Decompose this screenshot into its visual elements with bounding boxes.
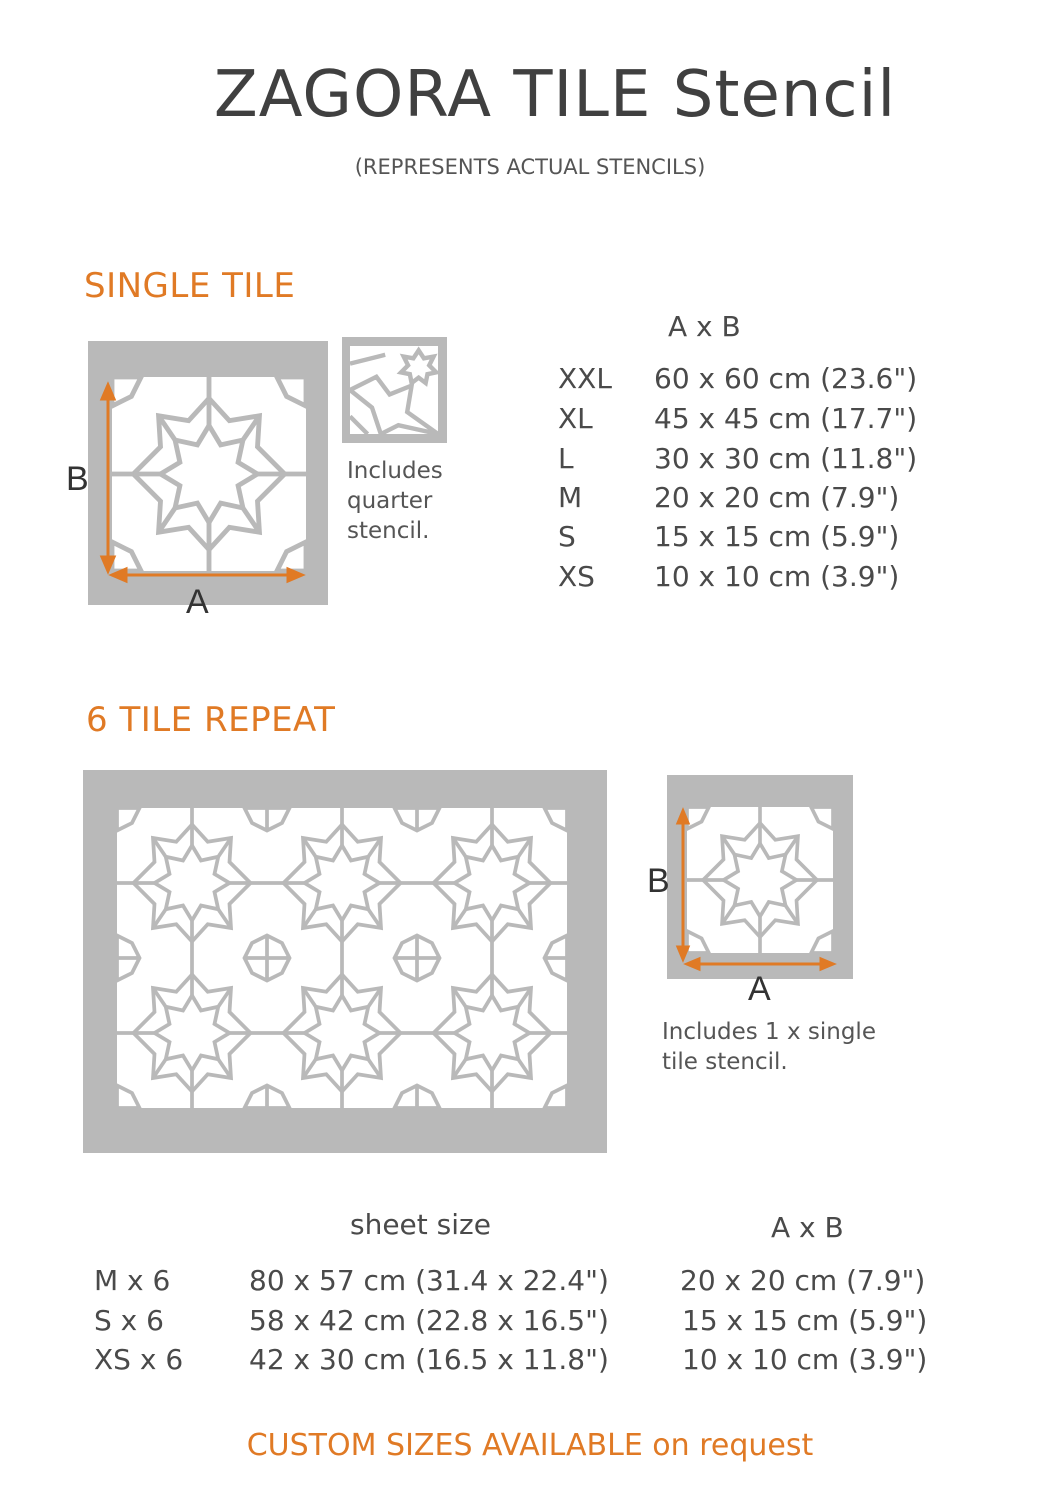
- quarter-note-line-3: stencil.: [347, 518, 430, 544]
- single-tile-pattern: [88, 341, 328, 605]
- repeat-sheet-size: 58 x 42 cm (22.8 x 16.5"): [249, 1304, 609, 1337]
- single-size-row: [558, 402, 917, 435]
- repeat-tile-pattern: [83, 770, 607, 1153]
- custom-sizes-footer: CUSTOM SIZES AVAILABLE on request: [246, 1428, 814, 1463]
- size-dims: 30 x 30 cm (11.8"): [654, 442, 918, 475]
- quarter-stencil-pattern: [342, 337, 447, 443]
- single-size-row: [558, 520, 899, 553]
- single-tile-label-b: B: [66, 460, 89, 498]
- repeat-single-stencil-image: [667, 775, 853, 979]
- single-tile-label-a: A: [186, 583, 209, 621]
- page-title: ZAGORA TILE Stencil: [213, 58, 897, 132]
- single-tile-heading: SINGLE TILE: [84, 266, 296, 306]
- repeat-size-code: M x 6: [94, 1264, 171, 1297]
- size-dims: 60 x 60 cm (23.6"): [654, 362, 918, 395]
- repeat-header-axb: A x B: [771, 1211, 844, 1244]
- repeat-size-code: XS x 6: [94, 1343, 184, 1376]
- repeat-size-code: S x 6: [94, 1304, 164, 1337]
- repeat-axb-size: 20 x 20 cm (7.9"): [680, 1264, 926, 1297]
- size-dims: 45 x 45 cm (17.7"): [654, 402, 918, 435]
- repeat-axb-size: 10 x 10 cm (3.9"): [682, 1343, 928, 1376]
- size-code: M: [558, 481, 583, 514]
- quarter-stencil-note: [347, 456, 443, 546]
- single-tile-stencil-image: [88, 341, 328, 605]
- repeat-tile-stencil-image: [83, 770, 607, 1153]
- single-size-row: [558, 560, 899, 593]
- size-code: XXL: [558, 362, 612, 395]
- size-dims: 15 x 15 cm (5.9"): [654, 520, 900, 553]
- single-size-header: A x B: [668, 310, 741, 343]
- repeat-stencil-note: [662, 1017, 876, 1077]
- repeat-header-sheet: sheet size: [350, 1208, 491, 1241]
- page-subtitle: (REPRESENTS ACTUAL STENCILS): [354, 155, 706, 179]
- size-code: XS: [558, 560, 595, 593]
- size-dims: 20 x 20 cm (7.9"): [654, 481, 900, 514]
- quarter-note-line-1: Includes: [347, 458, 443, 484]
- size-code: S: [558, 520, 576, 553]
- size-code: XL: [558, 402, 593, 435]
- repeat-sheet-size: 80 x 57 cm (31.4 x 22.4"): [249, 1264, 609, 1297]
- repeat-tile-heading: 6 TILE REPEAT: [86, 700, 336, 740]
- quarter-stencil-image: [342, 337, 447, 443]
- repeat-axb-size: 15 x 15 cm (5.9"): [682, 1304, 928, 1337]
- single-size-row: [558, 442, 917, 475]
- size-code: L: [558, 442, 574, 475]
- repeat-note-line-1: Includes 1 x single: [662, 1019, 876, 1045]
- repeat-label-b: B: [647, 862, 670, 900]
- quarter-note-line-2: quarter: [347, 488, 433, 514]
- size-dims: 10 x 10 cm (3.9"): [654, 560, 900, 593]
- repeat-sheet-size: 42 x 30 cm (16.5 x 11.8"): [249, 1343, 609, 1376]
- repeat-label-a: A: [748, 970, 771, 1008]
- single-size-row: [558, 481, 899, 514]
- single-size-row: [558, 362, 917, 395]
- repeat-note-line-2: tile stencil.: [662, 1049, 788, 1075]
- repeat-single-pattern: [667, 775, 853, 979]
